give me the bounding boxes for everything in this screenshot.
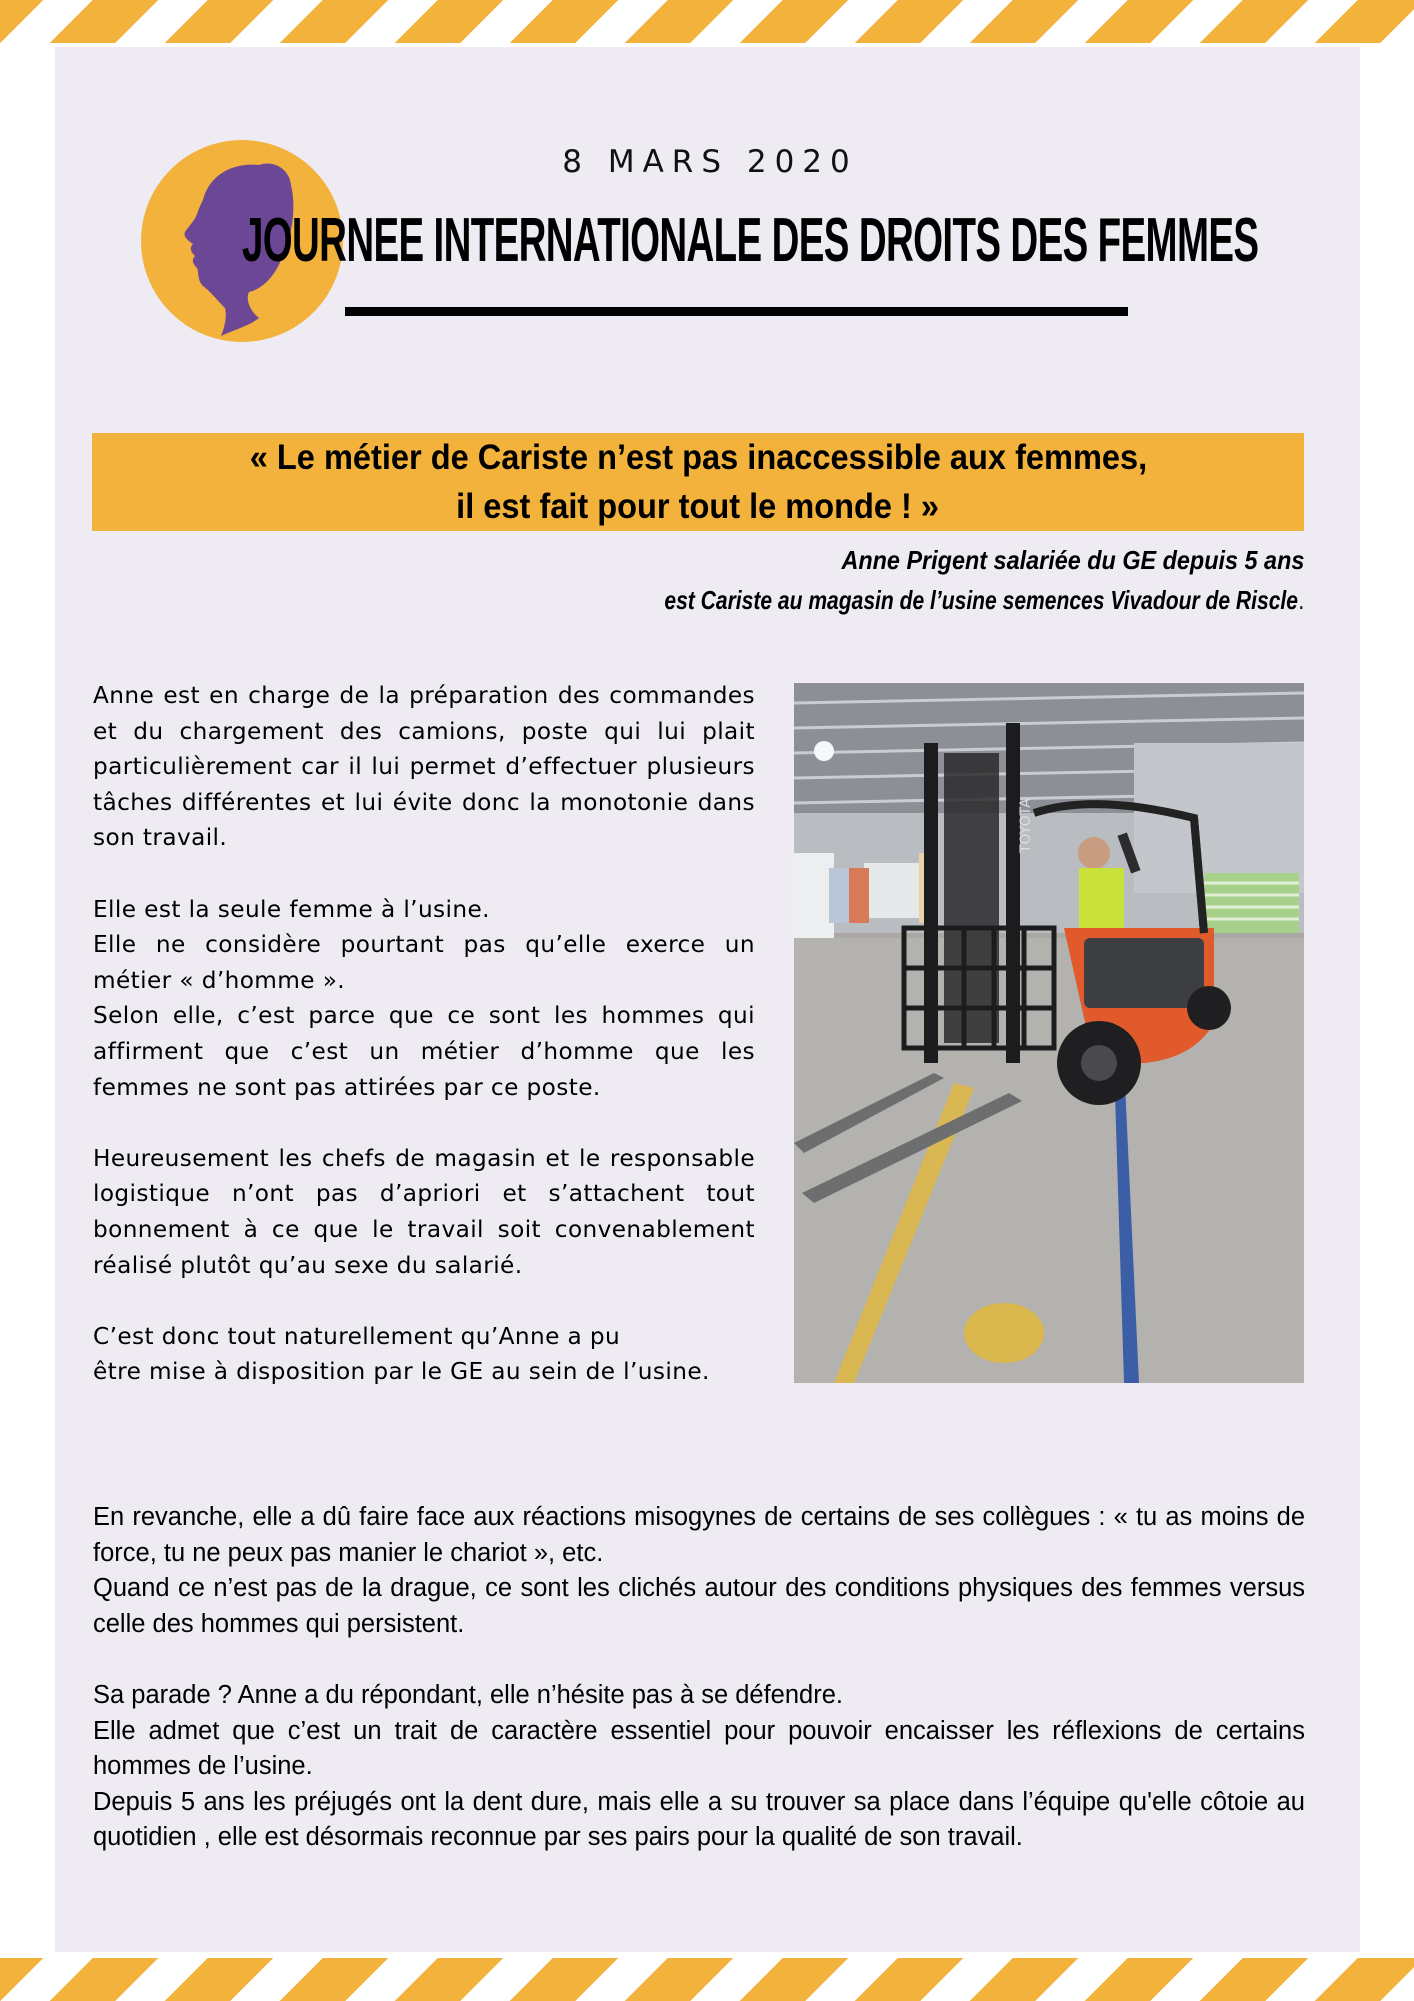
paragraph-character: Elle admet que c’est un trait de caractère essentiel pour pouvoir encaisser les réflexions de certains hommes de l’usine. [93, 1716, 1305, 1781]
paragraph-naturally-line-2: être mise à disposition par le GE au sein de l’usine. [93, 1358, 710, 1386]
paragraph-cliches: Quand ce n’est pas de la drague, ce sont les clichés autour des conditions physiques des femmes versus celle des hommes qui persistent. [93, 1574, 1305, 1638]
quote-line-1: « Le métier de Cariste n’est pas inaccessible aux femmes, [249, 438, 1147, 477]
attribution-line-2 [404, 580, 1304, 620]
paragraph-recognition: Depuis 5 ans les préjugés ont la dent dure, mais elle a su trouver sa place dans l’équipe qu'elle côtoie au quotidien , elle est désormais reconnue par ses pairs pour la qualité de son travail. [93, 1787, 1305, 1852]
paragraph-role: Anne est en charge de la préparation des commandes et du chargement des camions, poste qui lui plait particulièrement car il lui permet d’effectuer plusieurs tâches différentes et lui évite donc la monotonie dans son travail. [93, 682, 755, 852]
forklift-photo [794, 683, 1304, 1383]
forklift-photo-illustration [794, 683, 1304, 1383]
attribution-period: . [1298, 585, 1304, 615]
article-column [93, 678, 755, 1390]
top-hazard-stripes [0, 0, 1414, 43]
article-full-width [93, 1500, 1305, 1856]
paragraph-not-mans-job: Elle ne considère pourtant pas qu’elle exerce un métier « d’homme ». [93, 931, 755, 994]
title-divider [345, 307, 1128, 316]
attribution-line-1 [404, 540, 1304, 580]
paragraph-only-woman: Elle est la seule femme à l’usine. [93, 895, 490, 923]
quote-banner [92, 433, 1304, 531]
paragraph-managers: Heureusement les chefs de magasin et le responsable logistique n’ont pas d’apriori et s’attachent tout bonnement à ce que le travail soit convenablement réalisé plutôt qu’au sexe du salarié. [93, 1144, 755, 1279]
page-title: JOURNEE INTERNATIONALE DES DROITS DES FEMMES [242, 206, 1259, 275]
attribution-text-1: Anne Prigent salariée du GE depuis 5 ans [841, 545, 1304, 575]
forklift-brand-label: TOYOTA [1018, 798, 1034, 853]
paragraph-parade: Sa parade ? Anne a du répondant, elle n’hésite pas à se défendre. [93, 1680, 843, 1709]
quote-line-2: il est fait pour tout le monde ! » [456, 487, 940, 526]
paragraph-misogyny: En revanche, elle a dû faire face aux réactions misogynes de certains de ses collègues : « tu as moins de force, tu ne peux pas manier le chariot », etc. [93, 1503, 1305, 1567]
attribution-text-2 [593, 580, 1304, 620]
paragraph-her-view: Selon elle, c’est parce que ce sont les hommes qui affirment que c’est un métier d’homme que les femmes ne sont pas attirées par ce poste. [93, 1002, 755, 1101]
bottom-hazard-stripes [0, 1958, 1414, 2001]
paragraph-naturally-line-1: C’est donc tout naturellement qu’Anne a pu [93, 1322, 621, 1350]
event-date: 8 MARS 2020 [562, 144, 858, 180]
attribution-text-2-main: est Cariste au magasin de l’usine semences Vivadour de Riscle [663, 585, 1298, 615]
